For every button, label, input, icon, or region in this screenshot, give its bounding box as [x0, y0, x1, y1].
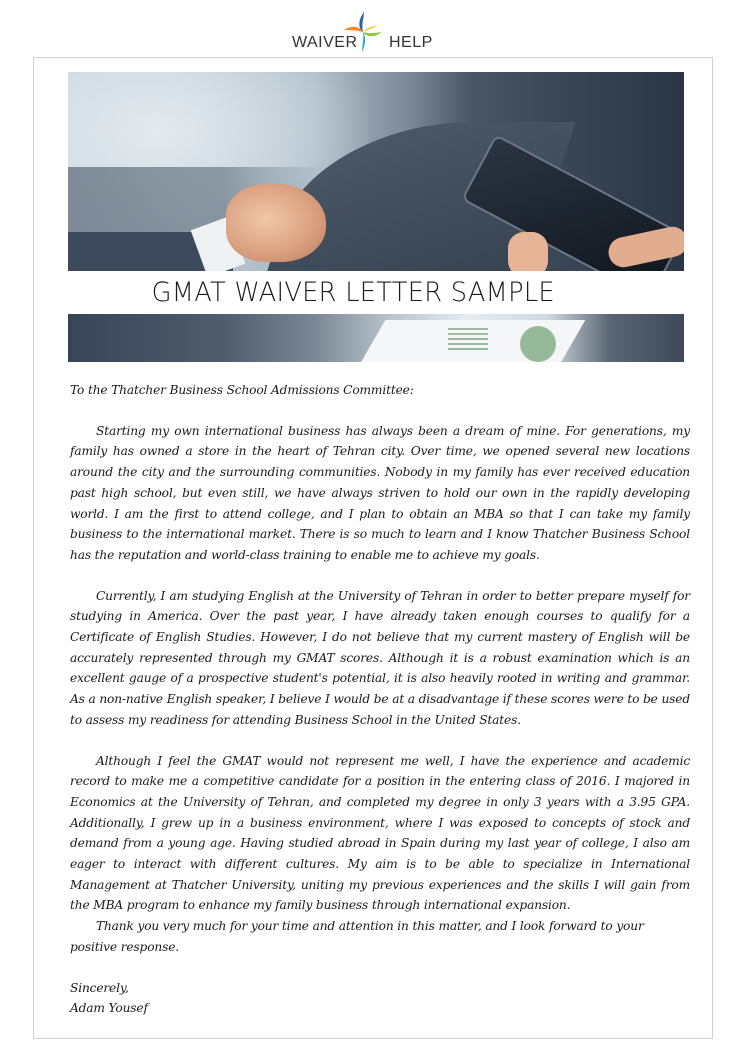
pinwheel-logo-icon: [340, 10, 386, 54]
page-title: GMAT WAIVER LETTER SAMPLE: [151, 277, 555, 308]
letter-body: [70, 380, 690, 1019]
letter-closing-line: Thank you very much for your time and attention in this matter, and I look forward to your positive response.: [70, 919, 644, 954]
pie-chart-graphic: [520, 326, 556, 362]
bar-chart-graphic: [448, 328, 488, 352]
handshake-graphic: [226, 184, 326, 262]
letter-salutation: To the Thatcher Business School Admissions Committee:: [70, 383, 414, 397]
letter-paragraph-2: Currently, I am studying English at the University of Tehran in order to better prepare myself for studying in America. Over the past year, I have already taken enough courses to qualify for a Certificate of English Studies. However, I do not believe that my current mastery of English will be accurately represented through my GMAT scores. Although it is a robust examination which is an excellent gauge of a prospective student's potential, it is also heavily rooted in writing and grammar. As a non-native English speaker, I believe I would be at a disadvantage if these scores were to be used to assess my readiness for attending Business School in the United States.: [70, 588, 690, 727]
logo-text-help: HELP: [389, 34, 433, 51]
letter-paragraph-3: Although I feel the GMAT would not represent me well, I have the experience and academic record to make me a competitive candidate for a position in the entering class of 2016. I majored in Economics at the University of Tehran, and completed my degree in only 3 years with a 3.95 GPA. Additionally, I grew up in a business environment, where I was exposed to concepts of stock and demand from a young age. Having studied abroad in Spain during my last year of college, I also am eager to interact with different cultures. My aim is to be able to specialize in International Management at Thatcher University, uniting my previous experiences and the skills I will gain from the MBA program to enhance my family business through international expansion.: [70, 753, 690, 913]
hero-image-top: [68, 72, 684, 271]
letter-sign-off: Sincerely,: [70, 980, 129, 995]
hero-image-bottom: [68, 314, 684, 362]
letter-signature: Adam Yousef: [70, 1001, 148, 1016]
letter-paragraph-1: Starting my own international business has always been a dream of mine. For generations, my family has owned a store in the heart of Tehran city. Over time, we opened several new locations around the city and the surrounding communities. Nobody in my family has ever received education past high school, but even still, we have always striven to hold our own in the rapidly developing world. I am the first to attend college, and I plan to obtain an MBA so that I can take my family business to the international market. There is so much to learn and I know Thatcher Business School has the reputation and world-class training to enable me to achieve my goals.: [70, 423, 690, 562]
logo-text-waiver: WAIVER: [292, 34, 358, 51]
waiver-help-logo: [286, 4, 466, 54]
hero-title-band: [68, 271, 684, 314]
